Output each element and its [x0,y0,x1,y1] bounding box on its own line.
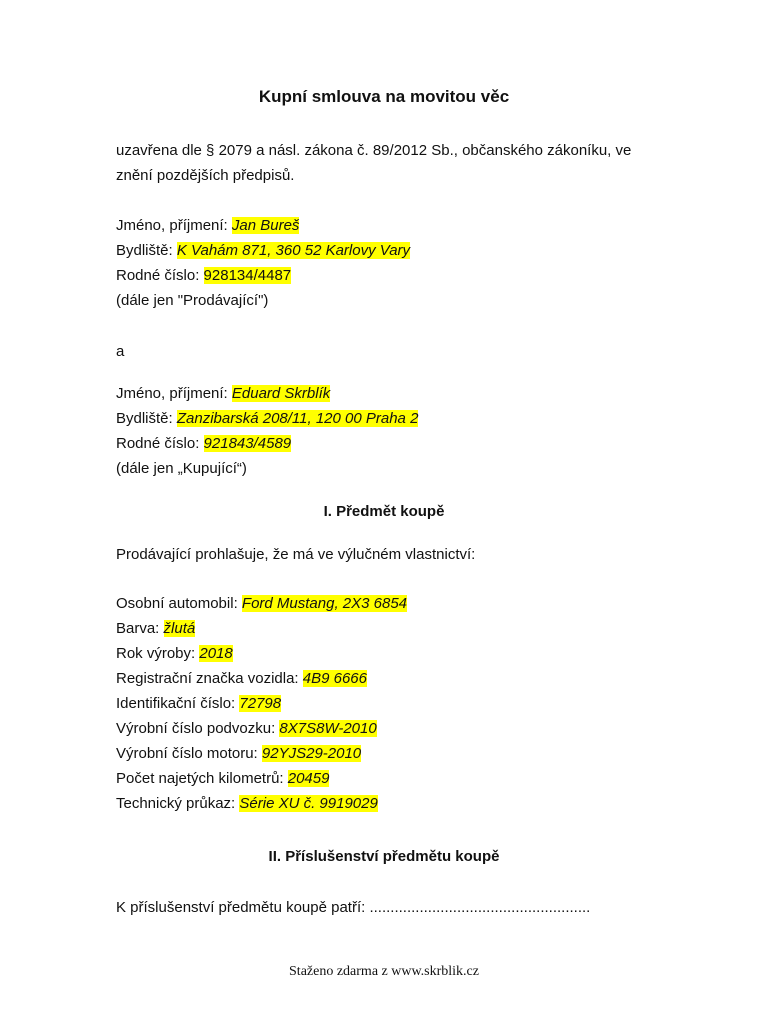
subject-item [116,691,676,716]
document-title: Kupní smlouva na movitou věc [258,87,510,106]
buyer-block [116,381,676,481]
conjunction: a [116,343,125,360]
subject-item-label: Výrobní číslo podvozku: [116,720,280,737]
seller-role: (dále jen "Prodávající") [116,292,269,309]
subject-item-label: Výrobní číslo motoru: [116,745,262,762]
buyer-name-line [116,381,676,406]
buyer-address-line [116,406,676,431]
buyer-id-line [116,431,676,456]
seller-name-label: Jméno, příjmení: [116,217,232,234]
subject-item-label: Osobní automobil: [116,595,242,612]
subject-items-list [116,591,676,816]
subject-item [116,791,676,816]
buyer-name-label: Jméno, příjmení: [116,385,232,402]
buyer-address: Zanzibarská 208/11, 120 00 Praha 2 [176,410,419,427]
intro-paragraph [116,138,676,188]
section-1-intro: Prodávající prohlašuje, že má ve výlučném vlastnictví: [116,546,476,563]
seller-name: Jan Bureš [231,217,300,234]
section-2-heading: II. Příslušenství předmětu koupě [268,848,500,865]
buyer-role: (dále jen „Kupující“) [116,460,247,477]
subject-item-label: Rok výroby: [116,645,200,662]
subject-item-value: Ford Mustang, 2X3 6854 [241,595,408,612]
accessories-line: K příslušenství předmětu koupě patří: ..................................................... [116,899,591,916]
subject-item-value: žlutá [163,620,196,637]
intro-line-1: uzavřena dle § 2079 a násl. zákona č. 89/2012 Sb., občanského zákoníku, ve [116,142,632,159]
seller-id-label: Rodné číslo: [116,267,204,284]
subject-item-label: Identifikační číslo: [116,695,240,712]
seller-address-line [116,238,676,263]
seller-id-line [116,263,676,288]
seller-id: 928134/4487 [203,267,292,284]
subject-item [116,741,676,766]
subject-item-value: Série XU č. 9919029 [239,795,378,812]
subject-item-value: 20459 [287,770,330,787]
subject-item-label: Barva: [116,620,164,637]
seller-block [116,213,676,313]
subject-item [116,716,676,741]
subject-item [116,641,676,666]
buyer-id-label: Rodné číslo: [116,435,204,452]
subject-item-label: Počet najetých kilometrů: [116,770,288,787]
section-1-heading: I. Předmět koupě [323,503,445,520]
buyer-address-label: Bydliště: [116,410,177,427]
subject-item [116,616,676,641]
subject-item-label: Registrační značka vozidla: [116,670,303,687]
intro-line-2: znění pozdějších předpisů. [116,167,295,184]
seller-address: K Vahám 871, 360 52 Karlovy Vary [176,242,411,259]
subject-item-value: 2018 [199,645,233,662]
subject-item-value: 8X7S8W-2010 [279,720,377,737]
subject-item [116,666,676,691]
seller-address-label: Bydliště: [116,242,177,259]
subject-item-value: 92YJS29-2010 [261,745,362,762]
subject-item-value: 4B9 6666 [302,670,367,687]
buyer-name: Eduard Skrblík [231,385,331,402]
subject-item [116,591,676,616]
seller-name-line [116,213,676,238]
buyer-id: 921843/4589 [203,435,292,452]
subject-item-value: 72798 [239,695,282,712]
subject-item [116,766,676,791]
download-footer: Staženo zdarma z www.skrblik.cz [289,964,479,979]
subject-item-label: Technický průkaz: [116,795,240,812]
